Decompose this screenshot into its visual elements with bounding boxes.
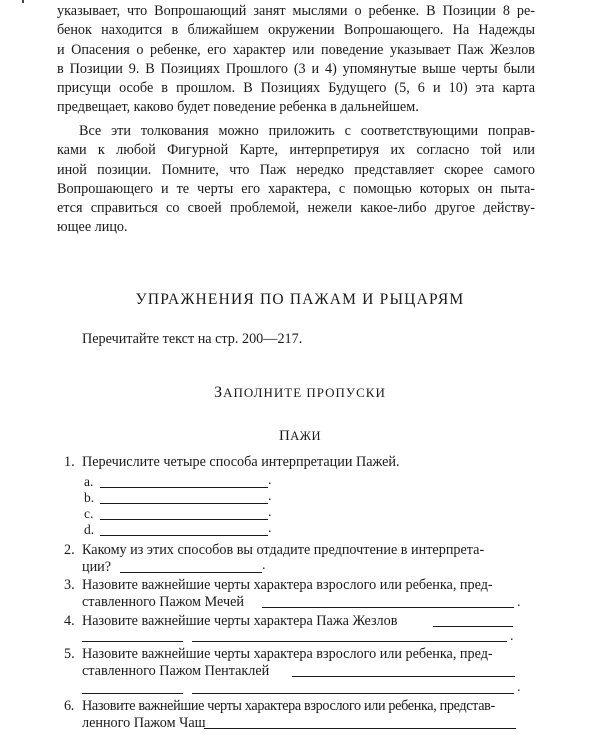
text-line: Вопрошающего и те черты его характера, с помощью которых он пыта-	[57, 180, 535, 197]
text-line: ющее лицо.	[57, 219, 128, 236]
answer-blank-a[interactable]	[100, 487, 268, 488]
reread-instruction: Перечитайте текст на стр. 200—217.	[82, 331, 303, 347]
fill-in-title	[0, 384, 600, 402]
text-line: ется справиться со своей проблемой, нежели какое-либо другое действу-	[57, 200, 535, 217]
line-dot: .	[268, 489, 272, 504]
pages-subtitle-initial: П	[278, 428, 291, 444]
answer-letter-c: c.	[84, 506, 94, 521]
text-line: в Позиции 9. В Позициях Прошлого (3 и 4) упомянутые выше черты были	[57, 60, 535, 77]
pages-subtitle	[0, 428, 600, 445]
question-number: 6.	[64, 698, 74, 714]
line-dot: .	[517, 595, 521, 610]
answer-letter-a: a.	[84, 474, 94, 489]
fill-in-title-initial: З	[214, 384, 224, 401]
answer-blank-q5-a[interactable]	[292, 676, 515, 677]
answer-blank-q2[interactable]	[120, 572, 262, 573]
text-line: и Опасения о ребенке, его характер или поведение указывает Паж Жезлов	[57, 41, 535, 58]
line-dot: .	[268, 521, 272, 536]
question-text: Назовите важнейшие черты характера взрослого или ребенка, представ-	[82, 698, 495, 714]
answer-blank-b[interactable]	[100, 503, 268, 504]
fill-in-title-rest: АПОЛНИТЕ ПРОПУСКИ	[223, 385, 386, 400]
text-line: указывает, что Вопрошающий занят мыслями о ребенке. В Позиции 8 ре-	[57, 3, 535, 19]
question-number: 5.	[64, 646, 75, 662]
answer-blank-c[interactable]	[100, 519, 268, 520]
question-text: Назовите важнейшие черты характера Пажа Жезлов	[82, 613, 398, 629]
line-dot: .	[268, 505, 272, 520]
line-dot: .	[262, 558, 266, 573]
answer-blank-q6[interactable]	[204, 728, 516, 729]
text-line: Все эти толкования можно приложить с соответствующими поправ-	[79, 123, 535, 139]
answer-blank-q5-b[interactable]	[82, 693, 183, 694]
answer-letter-b: b.	[84, 490, 95, 505]
question-number: 4.	[64, 613, 75, 629]
question-text: Какому из этих способов вы отдадите предпочтение в интерпрета-	[82, 542, 485, 558]
answer-blank-d[interactable]	[100, 535, 268, 536]
question-3-line-2: ставленного Пажом Мечей	[82, 594, 244, 610]
question-5-line-2: ставленного Пажом Пентаклей	[82, 663, 270, 679]
question-2-line-2: ции?	[82, 559, 112, 575]
question-number: 3.	[64, 577, 75, 593]
text-line: присущи особе в прошлом. В Позициях Будущего (5, 6 и 10) эта карта	[57, 80, 535, 97]
question-text: Назовите важнейшие черты характера взрослого или ребенка, пред-	[82, 646, 493, 662]
answer-letter-d: d.	[84, 522, 95, 537]
answer-blank-q4-b[interactable]	[82, 641, 183, 642]
line-dot: .	[268, 473, 272, 488]
pages-subtitle-rest: АЖИ	[290, 429, 322, 443]
text-line: иной позиции. Помните, что Паж нередко представляет скорее самого	[57, 161, 535, 178]
answer-blank-q4-a[interactable]	[433, 626, 513, 627]
section-title: УПРАЖНЕНИЯ ПО ПАЖАМ И РЫЦАРЯМ	[135, 291, 465, 308]
second-paragraph	[57, 122, 535, 238]
question-text: Перечислите четыре способа интерпретации Пажей.	[82, 454, 400, 470]
line-dot: .	[510, 629, 514, 644]
question-text: Назовите важнейшие черты характера взрослого или ребенка, пред-	[82, 577, 493, 593]
line-dot: .	[517, 680, 521, 695]
question-6-line-2: ленного Пажом Чаш	[82, 715, 206, 731]
text-line: предвещает, каково будет поведение ребенка в дальнейшем.	[57, 99, 419, 116]
question-number: 2.	[64, 542, 75, 558]
question-number: 1.	[64, 454, 75, 470]
intro-paragraph	[57, 2, 535, 118]
page-corner-mark	[22, 0, 24, 3]
text-line: бенок находится в ближайшем окружении Вопрошающего. На Надежды	[57, 22, 535, 39]
answer-blank-q5-c[interactable]	[192, 693, 514, 694]
answer-blank-q4-c[interactable]	[192, 641, 507, 642]
answer-blank-q3[interactable]	[262, 607, 514, 608]
text-line: ками к любой Фигурной Карте, интерпретируя их согласно той или	[57, 142, 535, 159]
